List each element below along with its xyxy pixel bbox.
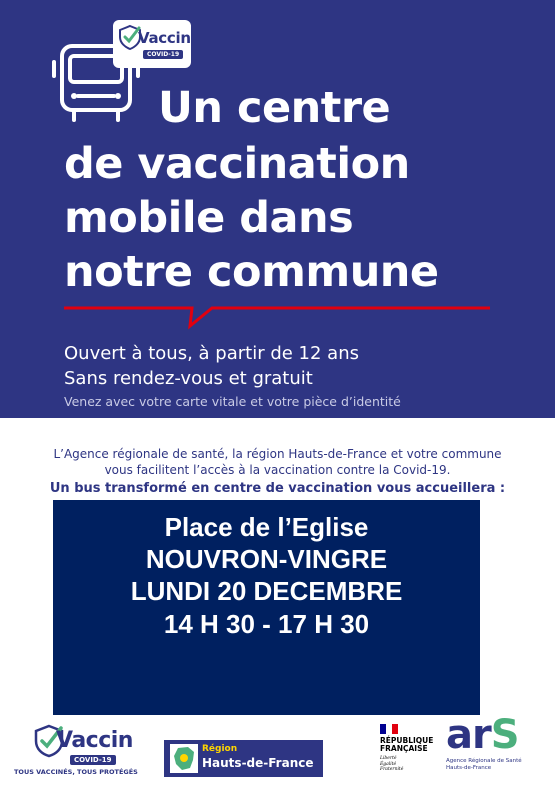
rf-line-1: RÉPUBLIQUE [380, 736, 434, 745]
headline-line-4: notre commune [64, 247, 439, 297]
region-name: Hauts-de-France [202, 756, 314, 770]
ars-sub-1: Agence Régionale de Santé [446, 758, 522, 764]
vaccin-logo-tagline: TOUS VACCINÉS, TOUS PROTÉGÉS [14, 768, 138, 776]
ars-letters: ar [446, 712, 491, 758]
region-logo [164, 740, 323, 777]
headline-line-3: mobile dans [64, 193, 354, 243]
vaccin-logo-covid: COVID-19 [70, 755, 116, 765]
rf-motto-3: Fraternité [380, 767, 404, 772]
badge-subtitle: COVID-19 [143, 50, 183, 59]
intro-text [20, 446, 535, 478]
region-label: Région [202, 744, 238, 754]
ars-wordmark [446, 712, 519, 758]
vaccin-logo [14, 724, 138, 782]
info-line-2: Sans rendez-vous et gratuit [64, 368, 313, 389]
event-town: NOUVRON-VINGRE [145, 544, 388, 574]
republique-francaise-logo [378, 724, 438, 782]
ars-sub-2: Hauts-de-France [446, 765, 492, 771]
marianne-flag-icon [380, 724, 398, 734]
event-time: 14 H 30 - 17 H 30 [163, 609, 370, 639]
rf-title [380, 737, 433, 753]
event-details-box [53, 500, 480, 715]
vaccin-logo-title: Vaccin [56, 728, 133, 753]
headline-line-1: Un centre [158, 83, 391, 133]
rf-motto [380, 756, 420, 773]
headline-line-2: de vaccination [64, 139, 410, 189]
info-line-1: Ouvert à tous, à partir de 12 ans [64, 343, 359, 364]
intro-line-2: vous facilitent l’accès à la vaccination contre la Covid-19. [104, 463, 451, 477]
info-line-3: Venez avec votre carte vitale et votre pièce d’identité [64, 394, 401, 409]
rf-motto-1: Liberté [380, 756, 397, 761]
intro-bold: Un bus transformé en centre de vaccination vous accueillera : [49, 481, 506, 496]
event-place: Place de l’Eglise [164, 512, 369, 542]
intro-line-1: L’Agence régionale de santé, la région Hauts-de-France et votre commune [53, 447, 502, 461]
event-date: LUNDI 20 DECEMBRE [130, 576, 403, 606]
rf-line-2: FRANÇAISE [380, 744, 428, 753]
rf-motto-2: Égalité [380, 761, 397, 767]
ars-subtitle [446, 758, 522, 772]
ars-s-letter: S [490, 712, 519, 758]
ars-logo [444, 712, 544, 782]
badge-title: Vaccin [138, 29, 191, 47]
speech-bubble-underline [0, 0, 555, 340]
region-map-icon [170, 744, 198, 773]
